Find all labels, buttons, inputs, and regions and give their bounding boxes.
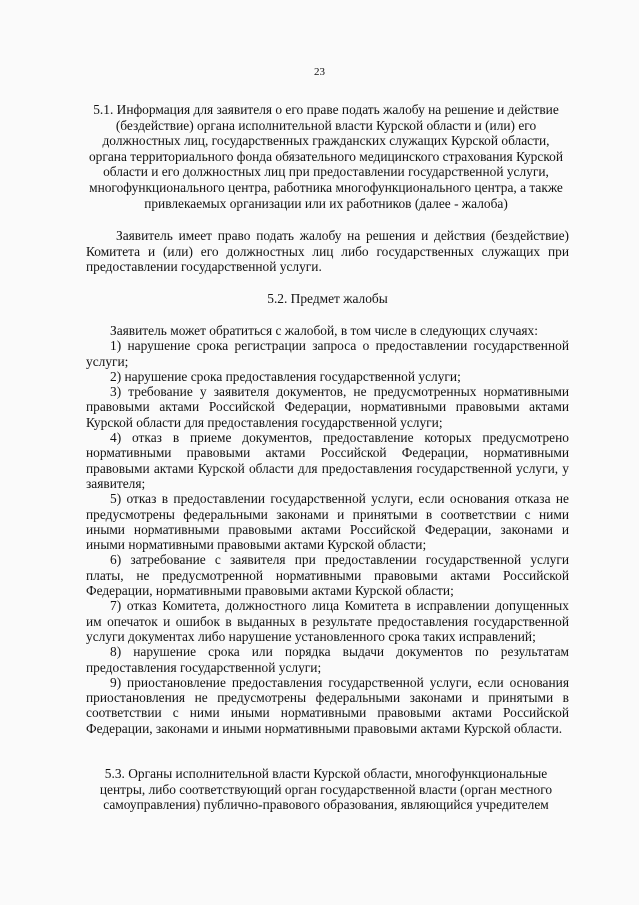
list-item: 1) нарушение срока регистрации запроса о предоставлении государственной услуги;	[86, 338, 569, 369]
section-5-2-list	[86, 323, 569, 736]
list-item: 6) затребование с заявителя при предоставлении государственной услуги платы, не предусмотренной нормативными правовыми актами Российской Федерации, нормативными правовыми актами Курской области;	[86, 552, 569, 599]
page-number: 23	[314, 66, 325, 78]
list-item: 5) отказ в предоставлении государственной услуги, если основания отказа не предусмотрены федеральными законами и принятыми в соответствии с ними иными нормативными правовыми актами Российской Федерации, законами и иными нормативными правовыми актами Курской области;	[86, 491, 569, 553]
list-item: 7) отказ Комитета, должностного лица Комитета в исправлении допущенных им опечаток и ошибок в выданных в результате предоставления государственной услуги документах либо нарушение установленного срока таких исправлений;	[86, 598, 569, 644]
section-5-1-paragraph: Заявитель имеет право подать жалобу на решения и действия (бездействие) Комитета и (или) его должностных лиц либо государственных служащих при предоставлении государственной услуги.	[86, 228, 569, 275]
section-5-2-title: 5.2. Предмет жалобы	[267, 291, 388, 306]
list-item: 8) нарушение срока или порядка выдачи документов по результатам предоставления государственной услуги;	[86, 644, 569, 675]
list-item: 4) отказ в приеме документов, предоставление которых предусмотрено нормативными правовыми актами Российской Федерации, нормативными правовыми актами Курской области для предоставления государственной услуги, у заявителя;	[86, 430, 569, 491]
section-5-1-heading: 5.1. Информация для заявителя о его праве подать жалобу на решение и действие (бездействие) органа исполнительной власти Курской области и (или) его должностных лиц, государственных гражданских служащих Курской области, органа территориального фонда обязательного медицинского страхования Курской области и его должностных лиц при предоставлении государственной услуги, многофункционального центра, работника многофункционального центра, а также привлекаемых организации или их работников (далее - жалоба)	[88, 102, 564, 211]
list-item: 3) требование у заявителя документов, не предусмотренных нормативными правовыми актами Российской Федерации, нормативными правовыми актами Курской области для предоставления государственной услуги;	[86, 384, 569, 430]
list-item: 9) приостановление предоставления государственной услуги, если основания приостановления не предусмотрены федеральными законами и принятыми в соответствии с ними иными нормативными правовыми актами Российской Федерации, законами и иными нормативными правовыми актами Курской области.	[86, 674, 569, 736]
section-5-2-intro: Заявитель может обратиться с жалобой, в том числе в следующих случаях:	[110, 323, 538, 338]
section-5-3-heading: 5.3. Органы исполнительной власти Курской области, многофункциональные центры, либо соответствующий орган государственной власти (орган местного самоуправления) публично-правового образования, являющийся учредителем	[99, 766, 553, 813]
list-item: 2) нарушение срока предоставления государственной услуги;	[110, 368, 461, 384]
